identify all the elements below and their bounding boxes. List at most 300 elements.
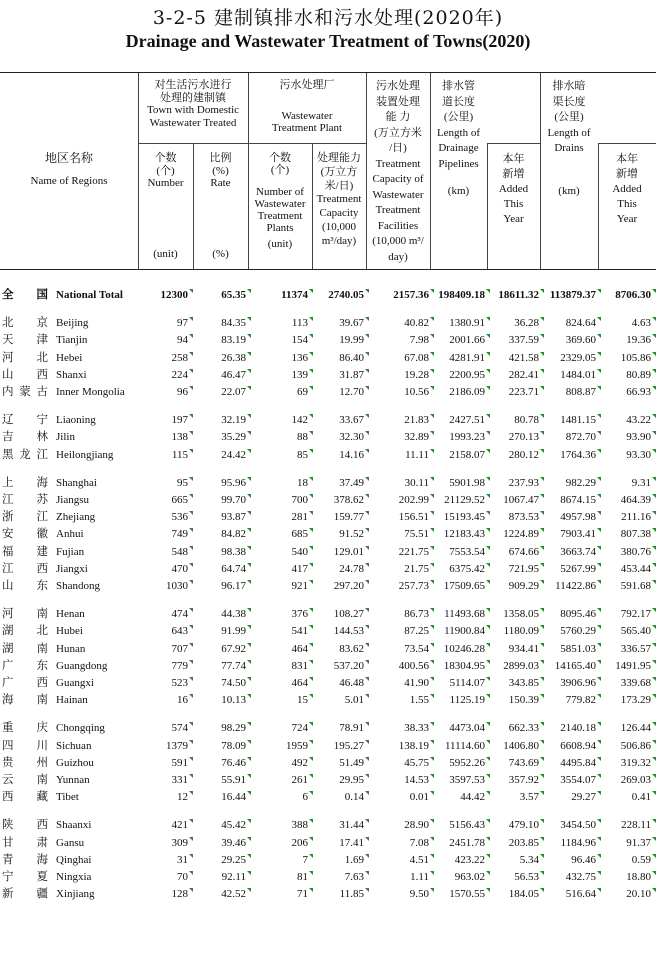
value-cell: 73.54 — [404, 642, 429, 655]
region-name-en: Henan — [56, 608, 85, 621]
region-name-cn — [2, 677, 48, 690]
value-cell: 88 — [297, 431, 308, 444]
region-name-cn — [2, 608, 48, 621]
region-char: 藏 — [36, 791, 48, 804]
region-name-cn — [2, 289, 48, 302]
cell-marker-icon — [652, 317, 656, 321]
region-char: 宁 — [36, 414, 48, 427]
value-cell: 126.44 — [620, 722, 651, 735]
cell-marker-icon — [652, 643, 656, 647]
value-cell: 548 — [171, 545, 188, 558]
value-cell: 45.75 — [404, 756, 429, 769]
table-row — [0, 772, 656, 789]
value-cell: 94 — [177, 334, 188, 347]
value-cell: 197 — [171, 414, 188, 427]
table-row — [0, 509, 656, 526]
value-cell: 3.57 — [519, 791, 539, 804]
value-cell: 203.85 — [508, 836, 539, 849]
value-cell: 336.57 — [620, 642, 651, 655]
cell-marker-icon — [309, 677, 313, 681]
value-cell: 934.41 — [508, 642, 539, 655]
cell-marker-icon — [652, 854, 656, 858]
region-char: 河 — [2, 608, 14, 621]
region-char: 南 — [36, 608, 48, 621]
value-cell: 67.08 — [404, 351, 429, 364]
value-cell: 2157.36 — [393, 289, 429, 301]
value-cell: 83.19 — [221, 334, 246, 347]
value-cell: 15 — [297, 694, 308, 707]
cell-marker-icon — [309, 352, 313, 356]
region-name-cn — [2, 660, 48, 673]
value-cell: 39.67 — [339, 317, 364, 330]
cell-marker-icon — [189, 369, 193, 373]
value-cell: 721.95 — [508, 562, 539, 575]
region-char: 川 — [36, 739, 48, 752]
value-cell: 223.71 — [508, 386, 539, 398]
region-name-en: Heilongjiang — [56, 448, 114, 461]
value-cell: 159.77 — [333, 511, 364, 524]
region-name-en: Jilin — [56, 431, 75, 444]
cell-marker-icon — [189, 837, 193, 841]
value-cell: 31 — [177, 853, 188, 866]
cell-marker-icon — [309, 722, 313, 726]
value-cell: 807.38 — [620, 528, 651, 541]
value-cell: 591 — [171, 756, 188, 769]
table-row — [0, 641, 656, 658]
value-cell: 11900.84 — [444, 625, 485, 638]
cell-marker-icon — [189, 528, 193, 532]
header-plant-group: 污水处理厂 Wastewater Treatment Plant — [271, 79, 343, 134]
value-cell: 309 — [171, 836, 188, 849]
value-cell: 5156.43 — [449, 819, 485, 832]
region-name-cn — [2, 888, 48, 901]
cell-marker-icon — [309, 317, 313, 321]
region-char: 安 — [2, 528, 14, 541]
table-row — [0, 412, 656, 429]
value-cell: 37.49 — [339, 476, 364, 489]
region-char: 江 — [2, 494, 14, 506]
value-cell: 5114.07 — [449, 677, 485, 689]
cell-marker-icon — [309, 289, 313, 293]
value-cell: 99.70 — [221, 494, 246, 506]
region-name-cn — [2, 317, 48, 330]
region-name-cn — [2, 819, 48, 832]
header-pipeline-added: 本年 新增 Added This Year — [498, 153, 529, 225]
value-cell: 12.70 — [339, 386, 364, 398]
value-cell: 707 — [171, 642, 188, 655]
header-pipeline-group: 排水管 道长度 (公里) Length of Drainage Pipelines (km) — [436, 80, 481, 197]
region-char: 夏 — [36, 871, 48, 883]
cell-marker-icon — [652, 369, 656, 373]
value-cell: 38.33 — [404, 722, 429, 735]
region-char: 广 — [2, 659, 14, 672]
value-cell: 83.62 — [339, 642, 364, 655]
region-char: 上 — [2, 476, 14, 489]
value-cell: 963.02 — [454, 871, 485, 883]
value-cell: 75.51 — [404, 528, 429, 541]
value-cell: 378.62 — [333, 494, 364, 506]
table-row — [0, 526, 656, 543]
value-cell: 380.76 — [620, 545, 651, 558]
cell-marker-icon — [189, 580, 193, 584]
value-cell: 64.74 — [221, 562, 246, 575]
table-row — [0, 720, 656, 737]
region-char: 天 — [2, 334, 14, 347]
cell-marker-icon — [189, 334, 193, 338]
region-char: 贵 — [2, 756, 14, 769]
value-cell: 5267.99 — [560, 562, 596, 575]
value-cell: 31.87 — [339, 368, 364, 381]
value-cell: 319.32 — [620, 756, 651, 769]
value-cell: 7.98 — [409, 334, 429, 347]
value-cell: 369.60 — [565, 334, 596, 347]
value-cell: 541 — [291, 625, 308, 638]
value-cell: 0.01 — [409, 791, 429, 804]
region-name-en: Ningxia — [56, 871, 92, 883]
region-name-en: Tianjin — [56, 334, 88, 347]
cell-marker-icon — [309, 643, 313, 647]
cell-marker-icon — [652, 608, 656, 612]
region-char: 疆 — [36, 888, 48, 901]
value-cell: 516.64 — [565, 888, 596, 901]
value-cell: 16 — [177, 694, 188, 707]
table-row — [0, 578, 656, 595]
value-cell: 184.05 — [508, 888, 539, 901]
value-cell: 523 — [171, 677, 188, 689]
value-cell: 540 — [291, 545, 308, 558]
cell-marker-icon — [309, 494, 313, 498]
cell-marker-icon — [652, 694, 656, 698]
value-cell: 685 — [291, 528, 308, 541]
cell-marker-icon — [652, 871, 656, 875]
cell-marker-icon — [652, 625, 656, 629]
value-cell: 421.58 — [508, 351, 539, 364]
value-cell: 96.46 — [571, 853, 596, 866]
value-cell: 12183.43 — [443, 528, 485, 541]
value-cell: 32.19 — [221, 414, 246, 427]
value-cell: 1764.36 — [560, 448, 596, 461]
region-char: 肃 — [36, 836, 48, 849]
cell-marker-icon — [652, 386, 656, 390]
value-cell: 44.38 — [221, 608, 246, 621]
value-cell: 11.85 — [339, 888, 364, 901]
value-cell: 18611.32 — [498, 289, 539, 301]
cell-marker-icon — [189, 431, 193, 435]
value-cell: 96 — [177, 386, 188, 398]
value-cell: 1959 — [286, 739, 308, 752]
region-char: 广 — [2, 677, 14, 689]
header-top-rule — [0, 72, 656, 73]
region-name-en: Inner Mongolia — [56, 386, 125, 398]
value-cell: 12300 — [160, 289, 188, 301]
table-title-cn: 3-2-5 建制镇排水和污水处理(2020年) — [152, 7, 504, 29]
region-char: 全 — [2, 289, 14, 301]
region-char: 西 — [36, 368, 48, 381]
region-name-cn — [2, 625, 48, 638]
value-cell: 113 — [291, 317, 308, 330]
value-cell: 84.35 — [221, 317, 246, 330]
cell-marker-icon — [189, 757, 193, 761]
value-cell: 42.52 — [221, 888, 246, 901]
value-cell: 1125.19 — [449, 694, 485, 707]
value-cell: 343.85 — [508, 677, 539, 689]
region-name-cn — [2, 791, 48, 804]
cell-marker-icon — [189, 317, 193, 321]
value-cell: 1481.15 — [560, 414, 596, 427]
value-cell: 5901.98 — [449, 476, 485, 489]
cell-marker-icon — [189, 625, 193, 629]
value-cell: 5.01 — [344, 694, 364, 707]
value-cell: 7 — [302, 853, 308, 866]
value-cell: 282.41 — [508, 368, 539, 381]
cell-marker-icon — [309, 563, 313, 567]
cell-marker-icon — [309, 740, 313, 744]
region-name-cn — [2, 352, 48, 365]
value-cell: 479.10 — [508, 819, 539, 832]
region-name-en: Guangxi — [56, 677, 94, 689]
value-cell: 536 — [171, 511, 188, 524]
region-name-cn — [2, 334, 48, 347]
value-cell: 5.34 — [519, 853, 539, 866]
value-cell: 474 — [171, 608, 188, 621]
value-cell: 76.46 — [221, 756, 246, 769]
table-row — [0, 544, 656, 561]
region-name-cn — [2, 386, 48, 399]
table-row — [0, 869, 656, 886]
value-cell: 921 — [291, 580, 308, 592]
value-cell: 41.90 — [404, 677, 429, 689]
value-cell: 6608.94 — [560, 739, 596, 752]
cell-marker-icon — [652, 431, 656, 435]
region-name-en: Yunnan — [56, 774, 90, 786]
value-cell: 1184.96 — [560, 836, 596, 849]
cell-marker-icon — [652, 740, 656, 744]
value-cell: 19.36 — [626, 334, 651, 347]
value-cell: 31.44 — [339, 819, 364, 832]
cell-marker-icon — [189, 819, 193, 823]
value-cell: 138 — [171, 431, 188, 444]
value-cell: 24.42 — [221, 448, 246, 461]
value-cell: 873.53 — [508, 511, 539, 524]
table-row — [0, 475, 656, 492]
region-char: 庆 — [36, 722, 48, 735]
table-row — [0, 315, 656, 332]
value-cell: 206 — [291, 836, 308, 849]
region-char: 云 — [2, 774, 14, 786]
cell-marker-icon — [189, 871, 193, 875]
region-char: 蒙 — [19, 386, 31, 398]
table-row — [0, 447, 656, 464]
region-name-en: Jiangsu — [56, 494, 89, 506]
value-cell: 779.82 — [565, 694, 596, 707]
region-char: 南 — [36, 774, 48, 786]
region-name-en: Hunan — [56, 642, 86, 655]
region-name-en: Liaoning — [56, 414, 96, 427]
value-cell: 45.42 — [221, 819, 246, 832]
value-cell: 1406.80 — [503, 739, 539, 752]
header-facility-capacity: 污水处理 装置处理 能 力 (万立方米 /日) Treatment Capacity of Wastewater Treatment Facilities (10,000 m³/ day) — [372, 80, 424, 263]
value-cell: 808.87 — [565, 386, 596, 398]
value-cell: 2740.05 — [328, 289, 364, 301]
table-row — [0, 789, 656, 806]
value-cell: 376 — [291, 608, 308, 621]
region-char: 宁 — [2, 871, 14, 883]
value-cell: 98.38 — [221, 545, 246, 558]
region-name-cn — [2, 511, 48, 524]
region-name-en: Tibet — [56, 791, 79, 804]
value-cell: 21.75 — [404, 562, 429, 575]
cell-marker-icon — [189, 352, 193, 356]
cell-marker-icon — [652, 494, 656, 498]
value-cell: 1.69 — [344, 853, 364, 866]
value-cell: 95.96 — [221, 476, 246, 489]
region-name-en: Gansu — [56, 836, 85, 849]
table-row — [0, 623, 656, 640]
value-cell: 21.83 — [404, 414, 429, 427]
value-cell: 96.17 — [221, 580, 246, 592]
header-drain-added: 本年 新增 Added This Year — [612, 153, 642, 225]
region-name-cn — [2, 414, 48, 427]
value-cell: 421 — [171, 819, 188, 832]
value-cell: 86.40 — [339, 351, 364, 364]
value-cell: 105.86 — [620, 351, 651, 364]
value-cell: 69 — [297, 386, 308, 398]
value-cell: 357.92 — [508, 774, 539, 786]
table-title-en: Drainage and Wastewater Treatment of Towns(2020) — [125, 31, 531, 51]
value-cell: 195.27 — [333, 739, 364, 752]
header-rate: 比例 (%) Rate (%) — [209, 152, 232, 260]
region-name-en: Guangdong — [56, 659, 108, 672]
value-cell: 11374 — [281, 289, 308, 301]
value-cell: 80.78 — [514, 414, 539, 427]
region-name-cn — [2, 837, 48, 850]
value-cell: 17.41 — [339, 836, 364, 849]
value-cell: 2200.95 — [449, 368, 485, 381]
value-cell: 258 — [171, 351, 188, 364]
region-name-cn — [2, 643, 48, 656]
cell-marker-icon — [189, 740, 193, 744]
region-name-en: Xinjiang — [56, 888, 95, 901]
cell-marker-icon — [652, 414, 656, 418]
cell-marker-icon — [652, 677, 656, 681]
cell-marker-icon — [309, 608, 313, 612]
value-cell: 237.93 — [508, 476, 539, 489]
value-cell: 1030 — [166, 580, 188, 592]
value-cell: 108.27 — [333, 608, 364, 621]
region-char: 州 — [36, 756, 48, 769]
region-char: 江 — [36, 511, 48, 524]
region-name-cn — [2, 694, 48, 707]
value-cell: 113879.37 — [549, 289, 596, 301]
region-name-en: Sichuan — [56, 739, 92, 752]
value-cell: 1380.91 — [449, 317, 485, 330]
value-cell: 643 — [171, 625, 188, 638]
value-cell: 261 — [291, 774, 308, 786]
value-cell: 674.66 — [508, 545, 539, 558]
value-cell: 297.20 — [333, 580, 364, 592]
value-cell: 33.67 — [339, 414, 364, 427]
cell-marker-icon — [652, 791, 656, 795]
cell-marker-icon — [652, 837, 656, 841]
value-cell: 44.42 — [460, 791, 485, 804]
cell-marker-icon — [309, 546, 313, 550]
cell-marker-icon — [309, 660, 313, 664]
cell-marker-icon — [189, 449, 193, 453]
value-cell: 3597.53 — [449, 774, 485, 786]
value-cell: 224 — [171, 368, 188, 381]
table-row — [0, 350, 656, 367]
cell-marker-icon — [189, 494, 193, 498]
cell-marker-icon — [189, 477, 193, 481]
value-cell: 115 — [171, 448, 188, 461]
value-cell: 269.03 — [620, 774, 651, 786]
value-cell: 136 — [291, 351, 308, 364]
value-cell: 91.52 — [339, 528, 364, 541]
cell-marker-icon — [652, 819, 656, 823]
cell-marker-icon — [652, 511, 656, 515]
region-char: 古 — [36, 386, 48, 398]
region-char: 福 — [2, 545, 14, 558]
value-cell: 56.53 — [514, 871, 539, 883]
region-char: 山 — [2, 580, 14, 592]
value-cell: 1570.55 — [449, 888, 485, 901]
value-cell: 129.01 — [333, 545, 364, 558]
region-char: 南 — [36, 642, 48, 655]
value-cell: 872.70 — [565, 431, 596, 444]
region-char: 江 — [2, 562, 14, 575]
header-plant-number: 个数 (个) Number of Wastewater Treatment Plants (unit) — [254, 152, 306, 250]
region-char: 苏 — [36, 494, 48, 506]
value-cell: 10.56 — [404, 386, 429, 398]
value-cell: 11.11 — [405, 448, 429, 461]
value-cell: 29.27 — [571, 791, 596, 804]
value-cell: 5760.29 — [560, 625, 596, 638]
value-cell: 74.50 — [221, 677, 246, 689]
value-cell: 19.28 — [404, 368, 429, 381]
value-cell: 228.11 — [621, 819, 651, 832]
region-char: 海 — [36, 476, 48, 489]
value-cell: 337.59 — [508, 334, 539, 347]
value-cell: 1993.23 — [449, 431, 485, 444]
cell-marker-icon — [189, 660, 193, 664]
value-cell: 71 — [297, 888, 308, 901]
value-cell: 4495.84 — [560, 756, 596, 769]
value-cell: 792.17 — [620, 608, 651, 621]
cell-marker-icon — [652, 722, 656, 726]
cell-marker-icon — [189, 888, 193, 892]
region-name-en: Anhui — [56, 528, 84, 541]
value-cell: 537.20 — [333, 659, 364, 672]
cell-marker-icon — [652, 289, 656, 293]
value-cell: 93.87 — [221, 511, 246, 524]
value-cell: 432.75 — [565, 871, 596, 883]
value-cell: 464 — [291, 642, 308, 655]
region-name-en: Hainan — [56, 694, 88, 707]
value-cell: 14.16 — [339, 448, 364, 461]
region-name-cn — [2, 871, 48, 884]
cell-marker-icon — [652, 757, 656, 761]
value-cell: 1067.47 — [503, 494, 539, 506]
value-cell: 77.74 — [221, 659, 246, 672]
value-cell: 92.11 — [221, 871, 246, 883]
value-cell: 12 — [177, 791, 188, 804]
cell-marker-icon — [189, 791, 193, 795]
value-cell: 67.92 — [221, 642, 246, 655]
value-cell: 21129.52 — [444, 494, 485, 506]
cell-marker-icon — [189, 774, 193, 778]
region-char: 江 — [36, 448, 48, 461]
cell-marker-icon — [189, 511, 193, 515]
